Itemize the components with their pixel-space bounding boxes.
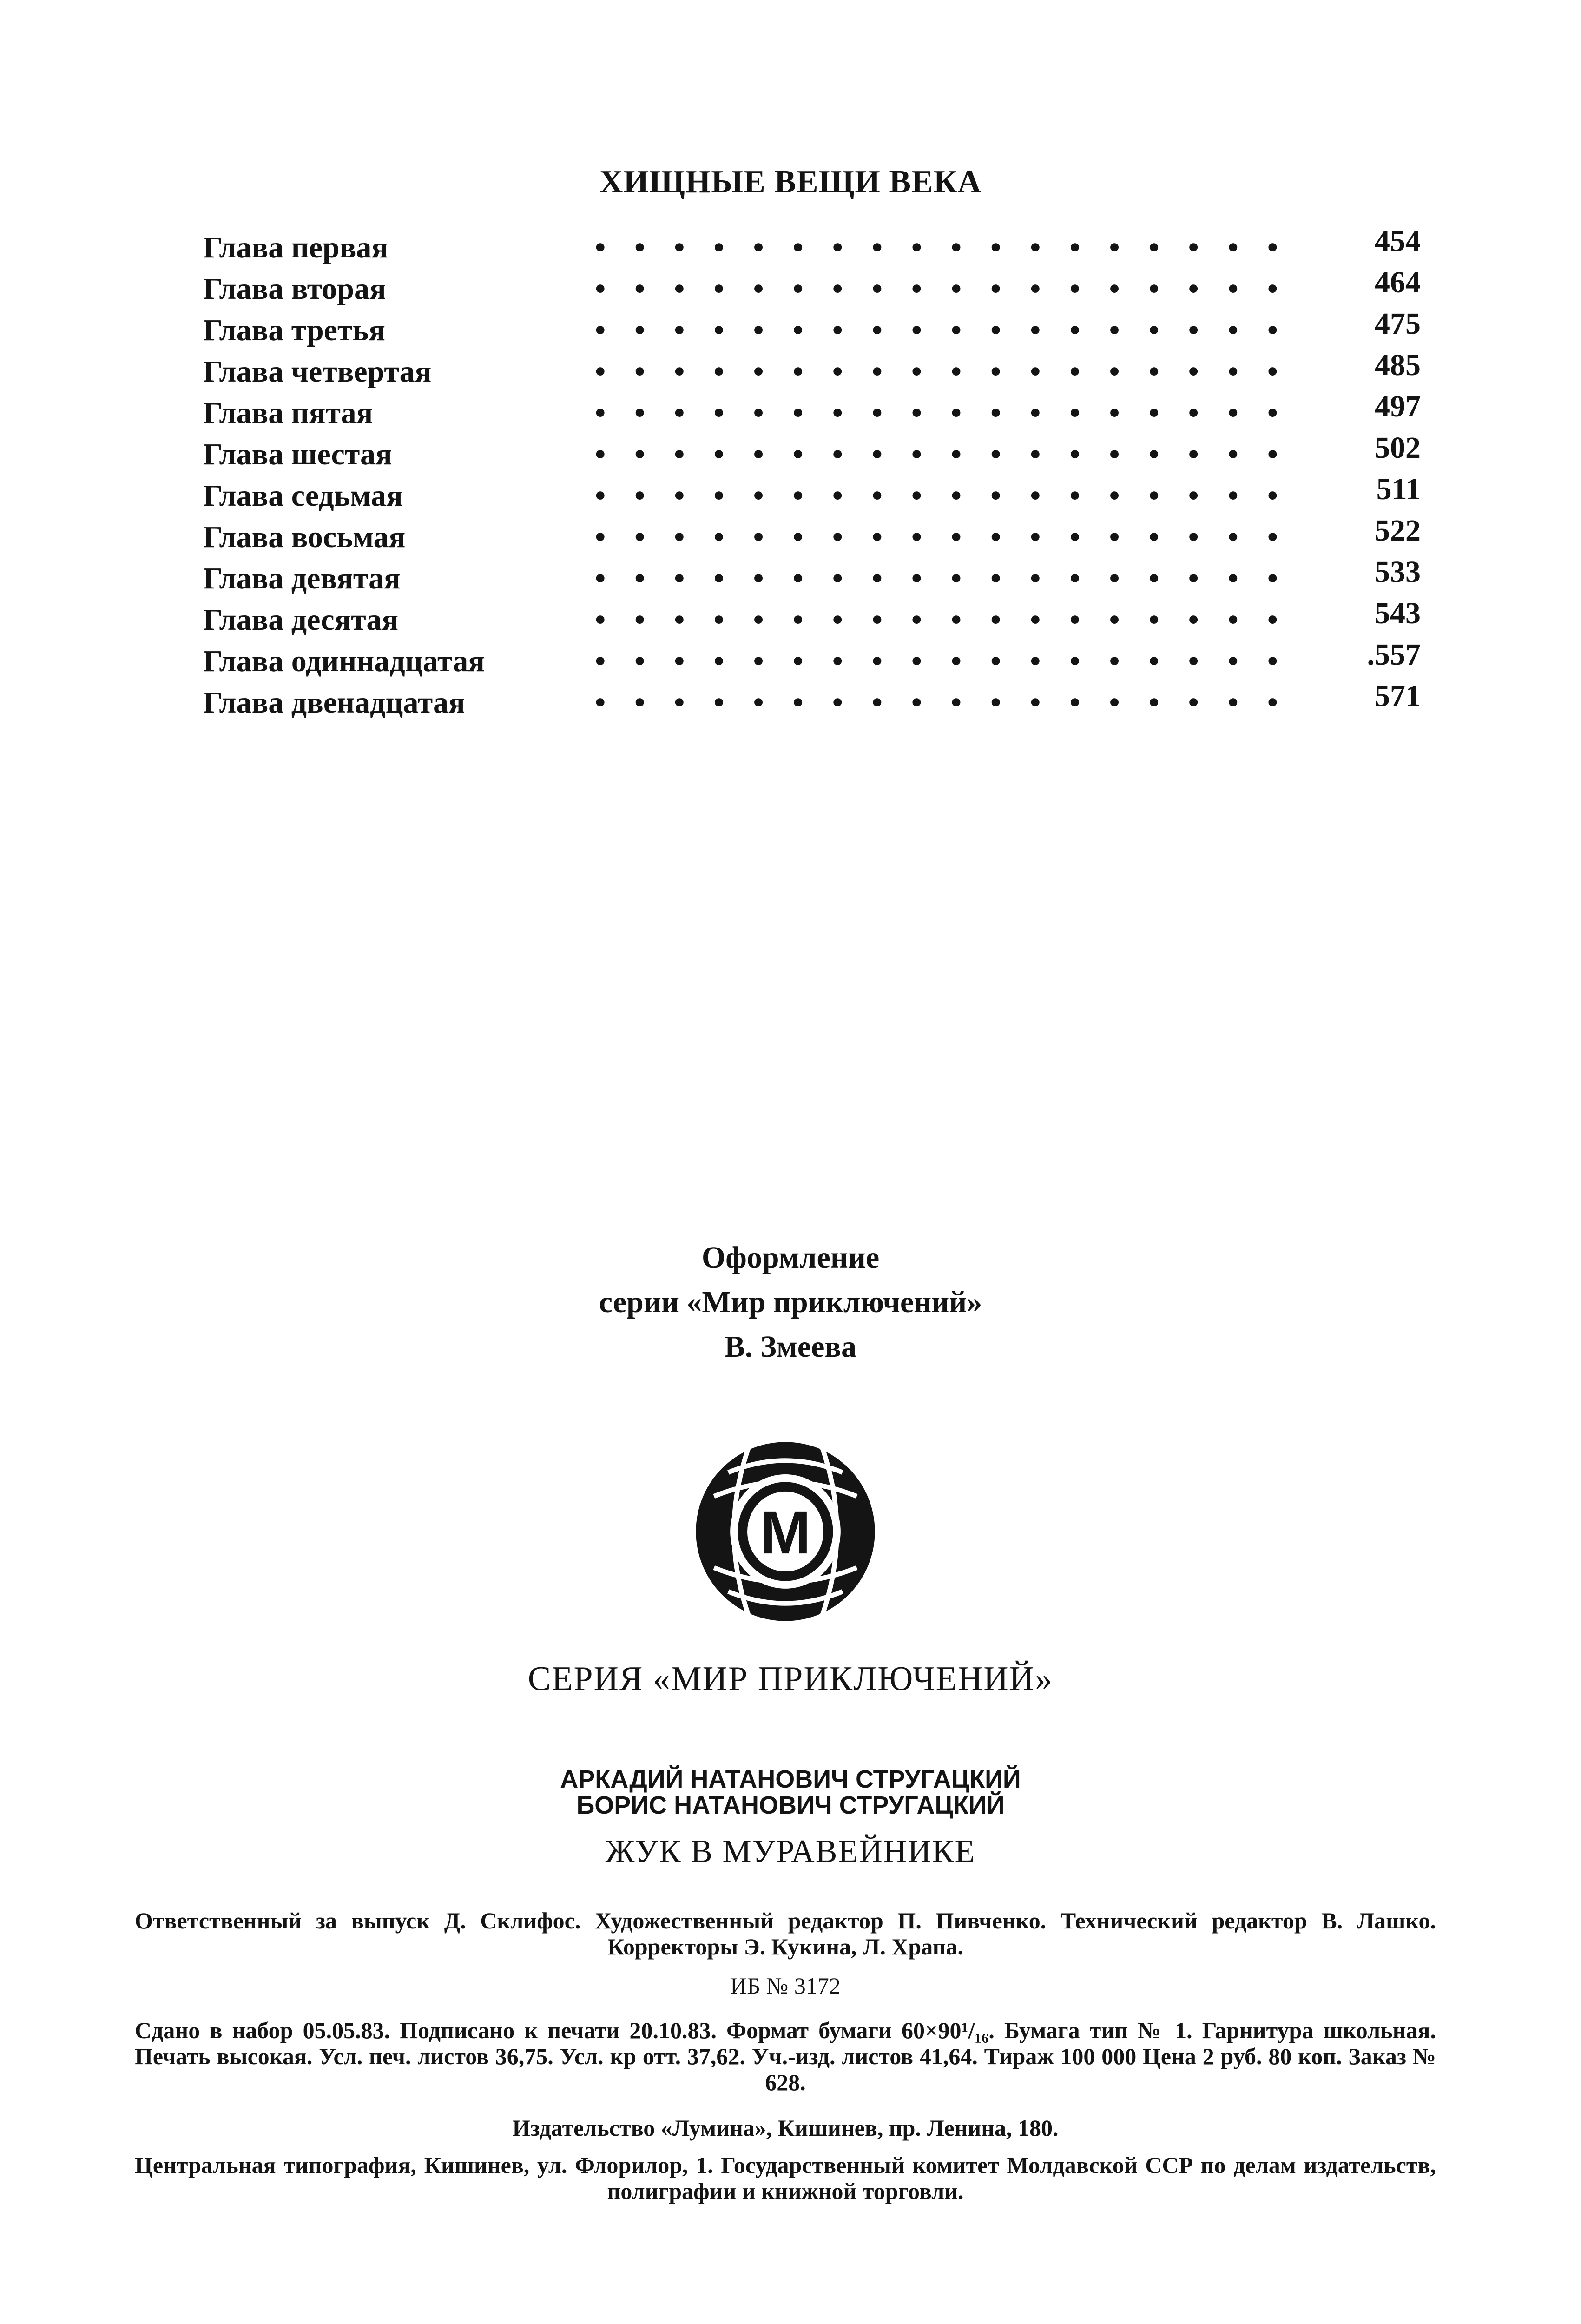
toc-chapter-label: Глава четвертая [203,355,432,389]
toc-row [203,516,1421,558]
toc-page-number: 475 [1375,307,1421,341]
toc-row [203,555,1421,599]
series-design-credit [0,1235,1581,1369]
author-name: БОРИС НАТАНОВИЧ СТРУГАЦКИЙ [576,1791,1005,1819]
author-name: АРКАДИЙ НАТАНОВИЧ СТРУГАЦКИЙ [560,1765,1021,1793]
toc-leader-dots: •••••••••••••••••• [595,396,1307,430]
toc-chapter-label: Глава шестая [203,437,392,471]
toc-page-number: 454 [1375,224,1421,258]
toc-leader-dots: •••••••••••••••••• [595,479,1307,513]
toc-page-number: 464 [1375,265,1421,299]
authors [0,1766,1581,1818]
toc-leader-dots: •••••••••••••••••• [595,272,1307,306]
toc-page-number: .557 [1367,638,1421,672]
imprint-printer: Центральная типография, Кишинев, ул. Флорилор, 1. Государственный комитет Молдавской ССР по делам издательств, полиграфии и книжной торговли. [135,2152,1436,2204]
toc-chapter-label: Глава десятая [203,603,399,637]
toc-row [203,472,1421,516]
book-title: ЖУК В МУРАВЕЙНИКЕ [605,1834,976,1869]
toc-chapter-label: Глава вторая [203,272,386,306]
toc-leader-dots: •••••••••••••••••• [595,603,1307,637]
toc-leader-dots: •••••••••••••••••• [595,686,1307,720]
toc-leader-dots: •••••••••••••••••• [595,437,1307,471]
toc-leader-dots: •••••••••••••••••• [595,231,1307,264]
toc-page-number: 511 [1376,472,1421,506]
toc-page-number: 543 [1375,596,1421,630]
toc-leader-dots: •••••••••••••••••• [595,313,1307,347]
toc-row [203,265,1421,310]
credit-line: В. Змеева [724,1330,857,1364]
toc-row [203,392,1421,434]
toc-row [203,431,1421,475]
toc-row [203,640,1421,682]
publisher-globe-m-logo-icon [690,1434,881,1630]
section-title: ХИЩНЫЕ ВЕЩИ ВЕКА [599,164,982,200]
toc-row [203,224,1421,268]
toc-chapter-label: Глава одиннадцатая [203,644,485,678]
toc-page-number: 522 [1375,514,1421,548]
toc-row [203,307,1421,351]
toc-chapter-label: Глава двенадцатая [203,686,465,720]
imprint-publisher: Издательство «Лумина», Кишинев, пр. Ленина, 180. [512,2115,1059,2141]
credit-line: серии «Мир приключений» [599,1285,982,1319]
toc-chapter-label: Глава восьмая [203,520,406,554]
toc-leader-dots: •••••••••••••••••• [595,355,1307,389]
toc-page-number: 571 [1375,679,1421,713]
table-of-contents [203,224,1421,723]
toc-page-number: 485 [1375,348,1421,382]
imprint-staff: Ответственный за выпуск Д. Склифос. Художественный редактор П. Пивченко. Технический редактор В. Лашко. Корректоры Э. Кукина, Л. Храпа. [135,1908,1436,1960]
toc-leader-dots: •••••••••••••••••• [595,520,1307,554]
series-title: СЕРИЯ «МИР ПРИКЛЮЧЕНИЙ» [527,1660,1054,1698]
imprint-ib-number: ИБ № 3172 [730,1973,841,1999]
toc-chapter-label: Глава девятая [203,561,401,595]
toc-page-number: 502 [1375,431,1421,465]
toc-row [203,679,1421,723]
toc-chapter-label: Глава пятая [203,396,373,430]
logo-letter: М [760,1498,811,1567]
imprint-print-details: Сдано в набор 05.05.83. Подписано к печати 20.10.83. Формат бумаги 60×90¹/₁₆. Бумага тип № 1. Гарнитура школьная. Печать высокая. Усл. печ. листов 36,75. Усл. кр отт. 37,62. Уч.-изд. листов 41,64. Тираж 100 000 Цена 2 руб. 80 коп. Заказ № 628. [135,2017,1436,2095]
toc-leader-dots: •••••••••••••••••• [595,644,1307,678]
toc-row [203,596,1421,640]
toc-row [203,348,1421,392]
toc-page-number: 497 [1375,390,1421,423]
toc-page-number: 533 [1375,555,1421,589]
toc-chapter-label: Глава седьмая [203,479,403,513]
toc-chapter-label: Глава третья [203,313,385,347]
credit-line: Оформление [701,1241,880,1274]
toc-chapter-label: Глава первая [203,231,389,264]
toc-leader-dots: •••••••••••••••••• [595,561,1307,595]
